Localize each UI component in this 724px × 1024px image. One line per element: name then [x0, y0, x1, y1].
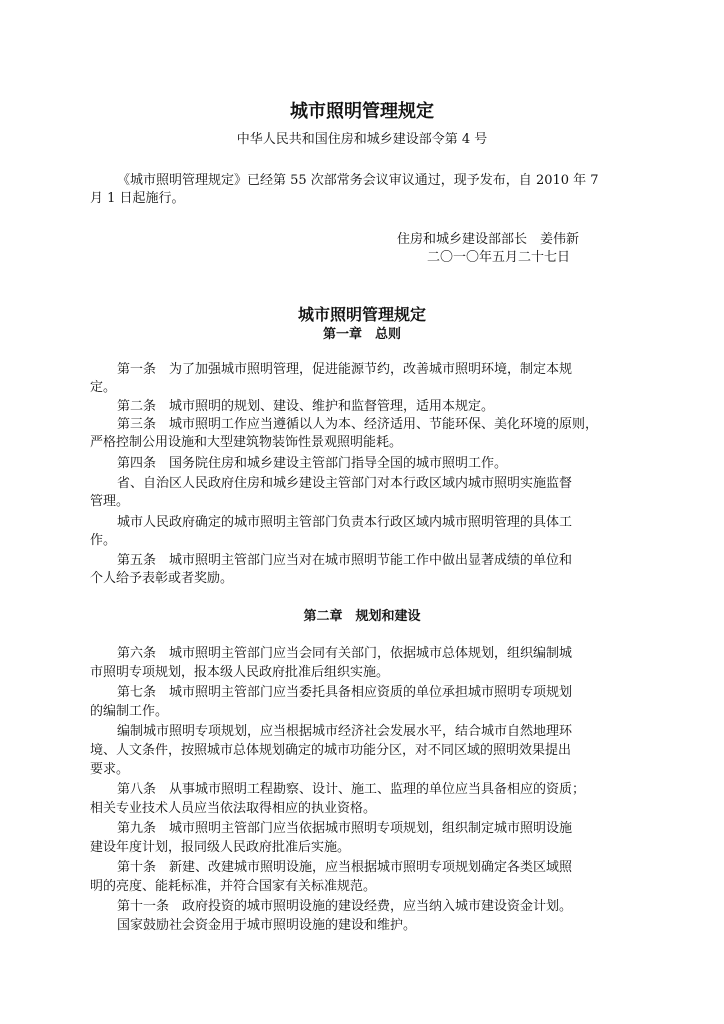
article-line: 第十一条 政府投资的城市照明设施的建设经费，应当纳入城市建设资金计划。 — [117, 899, 573, 914]
article-line: 建设年度计划，报同级人民政府批准后实施。 — [90, 840, 351, 855]
decree-number: 中华人民共和国住房和城乡建设部令第 4 号 — [236, 132, 488, 147]
article-line: 第六条 城市照明主管部门应当会同有关部门，依据城市总体规划，组织编制城 — [117, 646, 573, 661]
article-line: 国家鼓励社会资金用于城市照明设施的建设和维护。 — [117, 918, 417, 933]
article-line: 作。 — [90, 533, 117, 548]
article-line: 第十条 新建、改建城市照明设施，应当根据城市照明专项规划确定各类区域照 — [117, 860, 573, 875]
article-line: 省、自治区人民政府住房和城乡建设主管部门对本行政区域内城市照明实施监督 — [117, 476, 573, 491]
article-line: 城市人民政府确定的城市照明主管部门负责本行政区域内城市照明管理的具体工 — [117, 515, 573, 530]
article-line: 要求。 — [90, 762, 130, 777]
article-line: 第五条 城市照明主管部门应当对在城市照明节能工作中做出显著成绩的单位和 — [117, 553, 573, 568]
article-line: 第八条 从事城市照明工程勘察、设计、施工、监理的单位应当具备相应的资质； — [117, 782, 586, 797]
document-title: 城市照明管理规定 — [290, 101, 434, 122]
signing-date: 二〇一〇年五月二十七日 — [427, 250, 571, 265]
article-line: 明的亮度、能耗标准，并符合国家有关标准规范。 — [90, 879, 377, 894]
article-line: 定。 — [90, 380, 117, 395]
article-line: 管理。 — [90, 494, 130, 509]
article-line: 的编制工作。 — [90, 704, 169, 719]
article-line: 第一条 为了加强城市照明管理，促进能源节约，改善城市照明环境，制定本规 — [117, 362, 573, 377]
chapter-heading: 第一章 总则 — [322, 327, 401, 342]
body-title: 城市照明管理规定 — [297, 305, 426, 324]
article-line: 个人给予表彰或者奖励。 — [90, 571, 234, 586]
preamble-line: 《城市照明管理规定》已经第 55 次部常务会议审议通过，现予发布，自 2010 年 7 — [117, 173, 599, 188]
article-line: 第二条 城市照明的规划、建设、维护和监督管理，适用本规定。 — [117, 399, 495, 414]
article-line: 严格控制公用设施和大型建筑物装饰性景观照明能耗。 — [90, 435, 403, 450]
chapter-heading: 第二章 规划和建设 — [303, 609, 421, 624]
article-line: 第三条 城市照明工作应当遵循以人为本、经济适用、节能环保、美化环境的原则， — [117, 417, 599, 432]
article-line: 编制城市照明专项规划，应当根据城市经济社会发展水平，结合城市自然地理环 — [117, 724, 573, 739]
article-line: 境、人文条件，按照城市总体规划确定的城市功能分区，对不同区域的照明效果提出 — [90, 743, 572, 758]
article-line: 市照明专项规划，报本级人民政府批准后组织实施。 — [90, 665, 390, 680]
article-line: 第九条 城市照明主管部门应当依据城市照明专项规划，组织制定城市照明设施 — [117, 821, 573, 836]
article-line: 相关专业技术人员应当依法取得相应的执业资格。 — [90, 801, 377, 816]
article-line: 第四条 国务院住房和城乡建设主管部门指导全国的城市照明工作。 — [117, 456, 508, 471]
preamble-line: 月 1 日起施行。 — [90, 191, 185, 206]
article-line: 第七条 城市照明主管部门应当委托具备相应资质的单位承担城市照明专项规划 — [117, 685, 573, 700]
signatory: 住房和城乡建设部部长 姜伟新 — [397, 232, 580, 247]
